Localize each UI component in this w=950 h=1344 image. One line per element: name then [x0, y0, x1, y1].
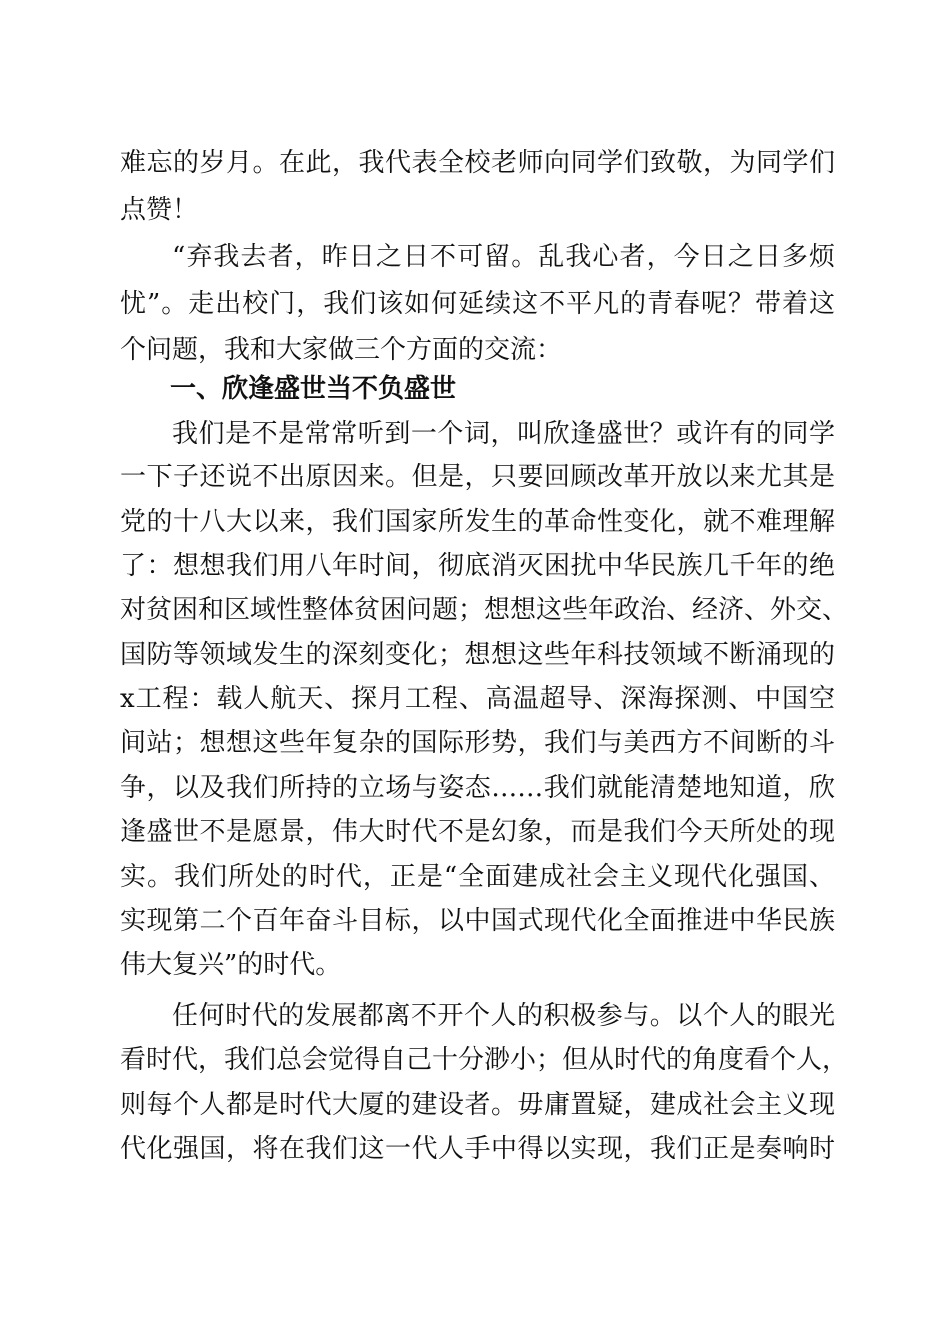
paragraph-line: 则每个人都是时代大厦的建设者。毋庸置疑，建成社会主义现 — [120, 1090, 835, 1120]
paragraph-line: x工程：载人航天、探月工程、高温超导、深海探测、中国空 — [120, 684, 835, 714]
paragraph-line: 看时代，我们总会觉得自己十分渺小；但从时代的角度看个人， — [120, 1045, 849, 1075]
paragraph-line: 难忘的岁月。在此，我代表全校老师向同学们致敬，为同学们 — [120, 148, 835, 178]
paragraph-line: 实。我们所处的时代，正是“全面建成社会主义现代化强国、 — [120, 862, 835, 892]
paragraph-line: 实现第二个百年奋斗目标，以中国式现代化全面推进中华民族 — [120, 906, 835, 936]
paragraph-line: 间站；想想这些年复杂的国际形势，我们与美西方不间断的斗 — [120, 728, 835, 758]
paragraph-line: 对贫困和区域性整体贫困问题；想想这些年政治、经济、外交、 — [120, 595, 849, 625]
paragraph-line: “弃我去者，昨日之日不可留。乱我心者，今日之日多烦 — [172, 242, 835, 272]
paragraph-line: 党的十八大以来，我们国家所发生的革命性变化，就不难理解 — [120, 507, 835, 537]
paragraph-line: 了：想想我们用八年时间，彻底消灭困扰中华民族几千年的绝 — [120, 551, 835, 581]
paragraph-line: 争，以及我们所持的立场与姿态……我们就能清楚地知道，欣 — [120, 773, 835, 803]
paragraph-line: 任何时代的发展都离不开个人的积极参与。以个人的眼光 — [172, 1001, 835, 1031]
paragraph-line: 我们是不是常常听到一个词，叫欣逢盛世？或许有的同学 — [172, 419, 835, 449]
paragraph-line: 点赞！ — [120, 195, 199, 225]
paragraph-line: 忧”。走出校门，我们该如何延续这不平凡的青春呢？带着这 — [120, 289, 835, 319]
paragraph-line: 一下子还说不出原因来。但是，只要回顾改革开放以来尤其是 — [120, 462, 835, 492]
paragraph-line: 个问题，我和大家做三个方面的交流： — [120, 335, 563, 365]
paragraph-line: 代化强国，将在我们这一代人手中得以实现，我们正是奏响时 — [120, 1134, 835, 1164]
paragraph-line: 逢盛世不是愿景，伟大时代不是幻象，而是我们今天所处的现 — [120, 817, 835, 847]
paragraph-line: 国防等领域发生的深刻变化；想想这些年科技领域不断涌现的 — [120, 640, 835, 670]
paragraph-line: 伟大复兴”的时代。 — [120, 950, 342, 980]
section-heading: 一、欣逢盛世当不负盛世 — [170, 374, 457, 404]
